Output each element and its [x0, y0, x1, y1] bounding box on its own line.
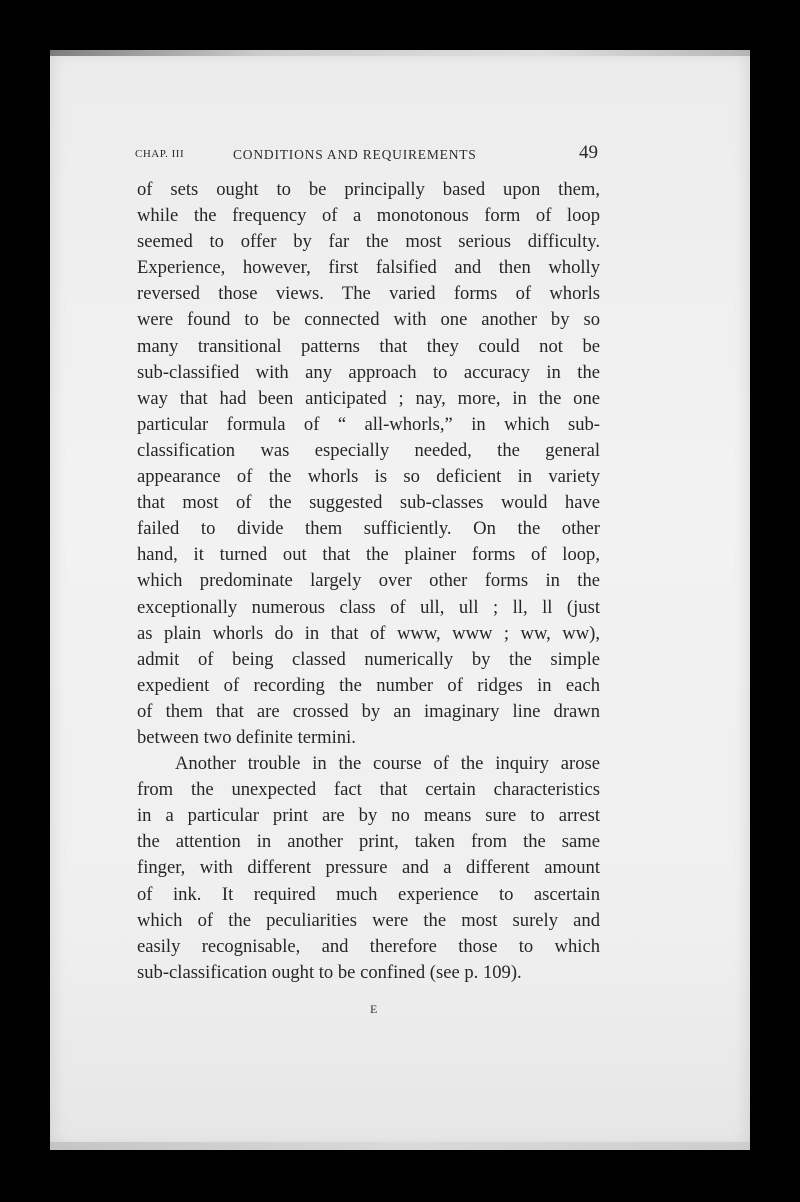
- text-line: exceptionally numerous class of ull, ull ; ll, ll (just: [137, 596, 600, 618]
- text-line: easily recognisable, and therefore those to which: [137, 935, 600, 957]
- text-line: Experience, however, first falsified and then wholly: [137, 257, 600, 279]
- text-line: of them that are crossed by an imaginary line drawn: [137, 700, 600, 722]
- text-line: expedient of recording the number of ridges in each: [137, 674, 600, 696]
- text-line: in a particular print are by no means sure to arrest: [137, 805, 600, 827]
- text-line: hand, it turned out that the plainer forms of loop,: [137, 544, 600, 566]
- chapter-label: CHAP. III: [135, 148, 185, 160]
- text-line: that most of the suggested sub-classes would have: [137, 492, 600, 514]
- text-line: from the unexpected fact that certain characteristics: [137, 779, 600, 801]
- text-line: as plain whorls do in that of www, www ; ww, ww),: [137, 622, 600, 644]
- text-line: many transitional patterns that they could not be: [137, 335, 600, 357]
- text-line: Another trouble in the course of the inquiry arose: [175, 753, 600, 775]
- text-line: appearance of the whorls is so deficient in variety: [137, 466, 600, 488]
- text-line: while the frequency of a monotonous form of loop: [137, 205, 600, 227]
- text-line: seemed to offer by far the most serious difficulty.: [137, 231, 600, 253]
- running-header: [135, 142, 600, 166]
- text-line: admit of being classed numerically by the simple: [137, 648, 600, 670]
- text-line: particular formula of “ all-whorls,” in which sub-: [137, 413, 600, 435]
- paragraph-2: [137, 751, 600, 986]
- text-line: which of the peculiarities were the most surely and: [137, 909, 600, 931]
- body-text: [137, 177, 600, 986]
- text-line: which predominate largely over other forms in the: [137, 570, 600, 592]
- text-line: sub-classification ought to be confined (see p. 109).: [137, 961, 522, 983]
- text-line: reversed those views. The varied forms of whorls: [137, 283, 600, 305]
- paragraph-1: [137, 177, 600, 751]
- text-line: of sets ought to be principally based upon them,: [137, 179, 600, 200]
- page-number: 49: [579, 142, 598, 163]
- text-line: classification was especially needed, the general: [137, 439, 600, 461]
- running-title: CONDITIONS AND REQUIREMENTS: [233, 147, 477, 162]
- signature-mark: E: [370, 1002, 378, 1016]
- text-line: the attention in another print, taken from the same: [137, 831, 600, 853]
- text-line: finger, with different pressure and a different amount: [137, 857, 600, 879]
- text-line: were found to be connected with one another by so: [137, 309, 600, 331]
- text-line: way that had been anticipated ; nay, more, in the one: [137, 387, 600, 409]
- text-line: of ink. It required much experience to ascertain: [137, 883, 600, 905]
- text-line: sub-classified with any approach to accuracy in the: [137, 361, 600, 383]
- text-line: failed to divide them sufficiently. On the other: [137, 518, 600, 540]
- text-line: between two definite termini.: [137, 726, 356, 748]
